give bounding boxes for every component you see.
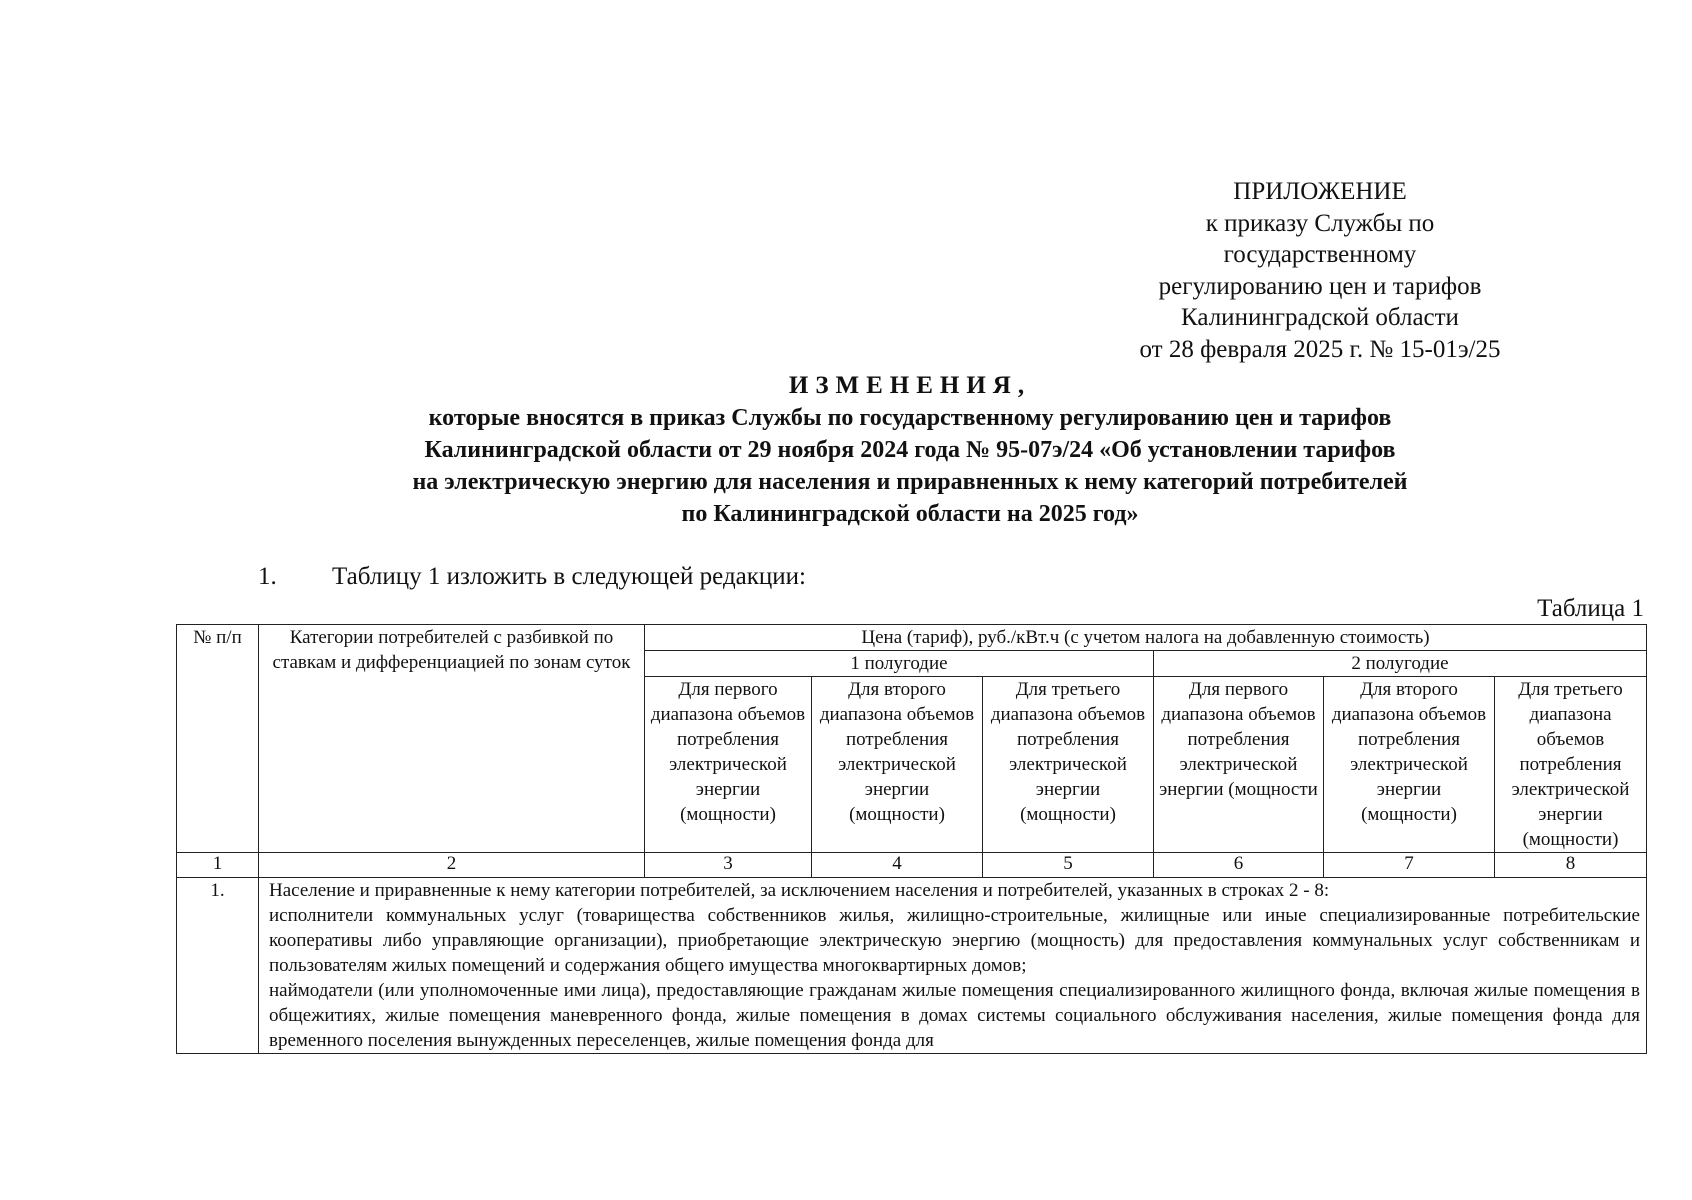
header-range: Для второго диапазона объемов потребления электрической энергии (мощности) [1324,677,1495,853]
document-heading [300,370,1520,530]
row-paragraph: наймодатели (или уполномоченные ими лица), предоставляющие гражданам жилые помещения специализированного жилищного фонда, включая жилые помещения в общежитиях, жилые помещения маневренного фонда, жилые помещения в домах системы социального обслуживания населения, жилые помещения фонда для временного поселения вынужденных переселенцев, жилые помещения фонда для [269,980,1640,1051]
item-1 [258,563,806,591]
item-text: Таблицу 1 изложить в следующей редакции: [332,563,806,590]
heading-line: которые вносятся в приказ Службы по государственному регулированию цен и тарифов [428,405,1392,431]
heading-line: Калининградской области от 29 ноября 2024 года № 95-07э/24 «Об установлении тарифов [424,437,1396,463]
column-number: 6 [1154,853,1324,878]
header-half-1: 1 полугодие [645,651,1154,677]
appendix-line: регулированию цен и тарифов [1158,272,1482,300]
column-number: 5 [983,853,1154,878]
row-paragraph: исполнители коммунальных услуг (товарищества собственников жилья, жилищно-строительные, жилищные или иные специализированные потребительские кооперативы либо управляющие организации), приобретающие электрическую энергию (мощность) для предоставления коммунальных услуг собственникам и пользователям жилых помещений и содержания общего имущества многоквартирных домов; [269,905,1640,976]
table-caption: Таблица 1 [1537,595,1644,622]
heading-line: по Калининградской области на 2025 год» [681,501,1139,527]
appendix-line: к приказу Службы по государственному [1205,209,1435,268]
row-1-category [259,878,1647,1054]
header-num: № п/п [177,625,259,853]
tariff-table [176,624,1647,1054]
header-range: Для третьего диапазона объемов потребления электрической энергии (мощности) [983,677,1154,853]
appendix-header [1110,176,1530,365]
column-number: 3 [645,853,812,878]
column-number: 4 [812,853,983,878]
column-number: 2 [259,853,645,878]
header-range: Для первого диапазона объемов потребления электрической энергии (мощности) [645,677,812,853]
header-price: Цена (тариф), руб./кВт.ч (с учетом налога на добавленную стоимость) [645,625,1647,651]
heading-line: на электрическую энергию для населения и приравненных к нему категорий потребителей [412,469,1408,495]
header-range: Для второго диапазона объемов потребления электрической энергии (мощности) [812,677,983,853]
header-half-2: 2 полугодие [1154,651,1647,677]
item-number: 1. [258,563,277,590]
column-number: 7 [1324,853,1495,878]
appendix-line: Калининградской области [1181,304,1459,331]
appendix-line: от 28 февраля 2025 г. № 15-01э/25 [1139,335,1501,363]
appendix-title: ПРИЛОЖЕНИЕ [1233,178,1407,205]
header-range: Для первого диапазона объемов потребления электрической энергии (мощности [1154,677,1324,853]
heading-title: ИЗМЕНЕНИЯ, [788,372,1032,399]
column-number: 1 [177,853,259,878]
row-number: 1. [177,878,259,1054]
header-category: Категории потребителей с разбивкой по ставкам и дифференциацией по зонам суток [259,625,645,853]
header-range: Для третьего диапазона объемов потребления электрической энергии (мощности) [1495,677,1647,853]
row-paragraph: Население и приравненные к нему категории потребителей, за исключением населения и потребителей, указанных в строках 2 - 8: [269,880,1330,901]
column-number: 8 [1495,853,1647,878]
